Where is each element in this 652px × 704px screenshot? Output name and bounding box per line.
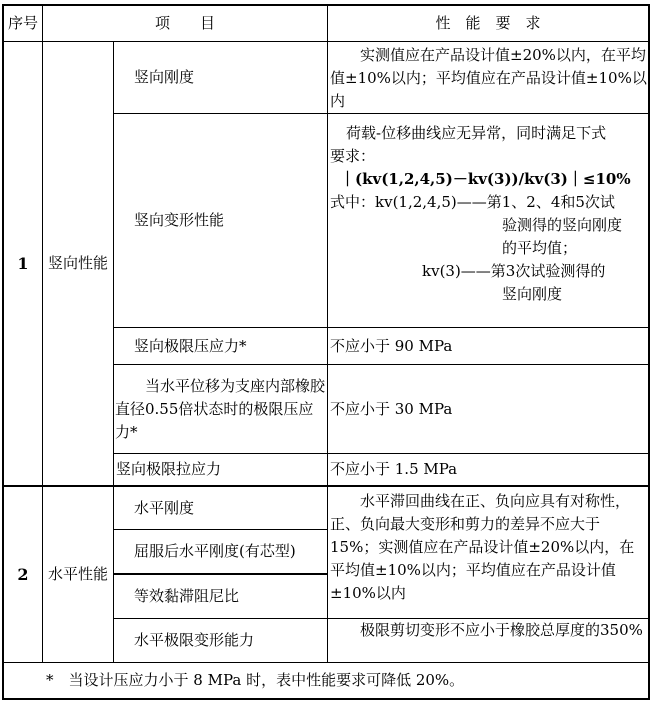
req-line: 要求： — [330, 147, 376, 165]
group1-category: 竖向性能 — [47, 254, 108, 272]
req-line: 式中：kv(1,2,4,5)——第1、2、4和5次试 — [330, 193, 615, 211]
header-requirement: 性 能 要 求 — [435, 14, 541, 32]
req-ultimate-compression-at-displacement: 不应小于 30 MPa — [330, 399, 453, 418]
req-vertical-ultimate-tension: 不应小于 1.5 MPa — [330, 460, 458, 478]
req-vertical-stiffness: 实测值应在产品设计值±20%以内，在平均值±10%以内；平均值应在产品设计值±10%以内 — [330, 46, 647, 110]
req-line: 荷载-位移曲线应无异常，同时满足下式 — [346, 124, 607, 142]
group2-no: 2 — [17, 565, 29, 584]
item-post-yield-stiffness: 屈服后水平刚度(有芯型) — [134, 542, 296, 560]
item-equivalent-damping: 等效黏滞阻尼比 — [134, 587, 240, 605]
req-line: 的平均值； — [502, 239, 578, 257]
item-vertical-stiffness: 竖向刚度 — [134, 68, 195, 86]
req-line: 验测得的竖向刚度 — [502, 216, 623, 234]
group1-no: 1 — [17, 254, 29, 273]
formula-line: ｜(kv(1,2,4,5)－kv(3))/kv(3)｜≤10% — [340, 170, 631, 188]
item-vertical-deformation: 竖向变形性能 — [134, 211, 225, 229]
req-line: 竖向刚度 — [502, 285, 563, 303]
item-vertical-ultimate-compression: 竖向极限压应力* — [134, 336, 247, 355]
req-horizontal-merged: 水平滞回曲线在正、负向应具有对称性，正、负向最大变形和剪力的差异不应大于15%；实测值应在产品设计值±20%以内，在平均值±10%以内；平均值应在产品设计值±10%以内 — [330, 492, 635, 602]
req-vertical-ultimate-compression: 不应小于 90 MPa — [330, 336, 453, 355]
header-item: 项 目 — [154, 14, 215, 32]
req-line: kv(3)——第3次试验测得的 — [422, 262, 606, 280]
item-text: 当水平位移为支座内部橡胶直径0.55倍状态时的极限压应力* — [115, 377, 326, 441]
item-ultimate-compression-at-displacement — [115, 366, 326, 453]
header-no: 序号 — [7, 14, 38, 32]
col-divider — [113, 41, 114, 662]
item-horizontal-stiffness: 水平刚度 — [134, 498, 195, 517]
item-vertical-ultimate-tension: 竖向极限拉应力 — [116, 460, 222, 478]
group2-category: 水平性能 — [47, 565, 108, 583]
footnote: * 当设计压应力小于 8 MPa 时，表中性能要求可降低 20%。 — [46, 671, 465, 689]
req-vertical-deformation — [330, 122, 648, 326]
item-horizontal-ultimate-deformation: 水平极限变形能力 — [134, 631, 255, 649]
req-horizontal-ultimate-deformation: 极限剪切变形不应小于橡胶总厚度的350% — [360, 621, 643, 639]
